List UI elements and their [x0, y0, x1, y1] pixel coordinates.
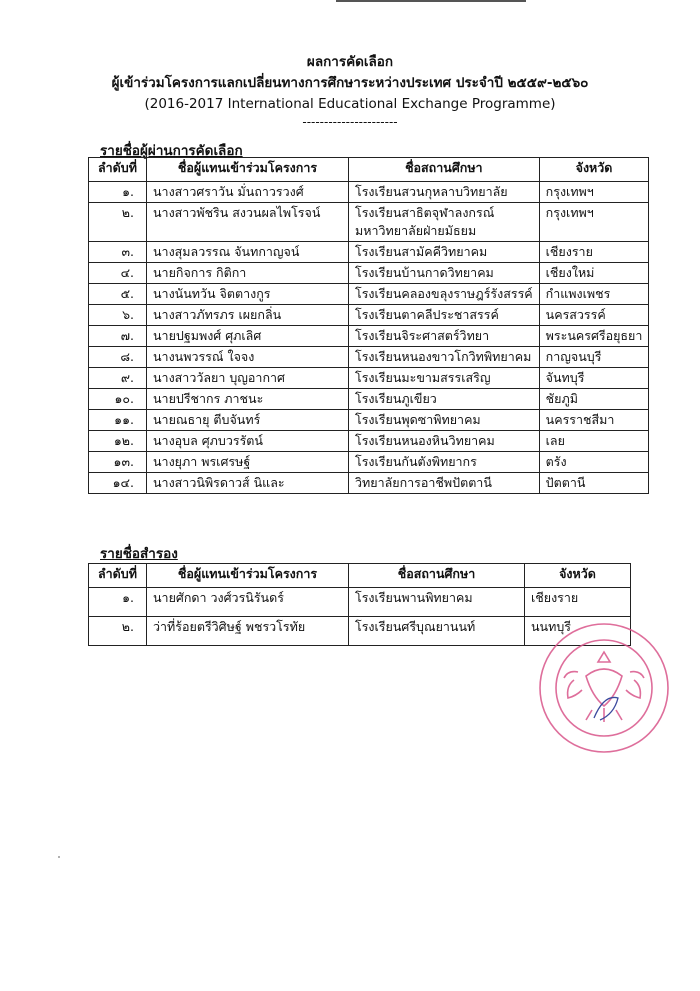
table-row [89, 326, 649, 347]
row-number: ๑. [89, 182, 147, 203]
participant-name: นางนพวรรณ์ ใจจง [147, 347, 349, 368]
row-number: ๑๒. [89, 431, 147, 452]
province: ชัยภูมิ [539, 389, 649, 410]
participant-name: นางสาวนิพิรดาวส์ นิและ [147, 473, 349, 494]
province: เชียงใหม่ [539, 263, 649, 284]
table-row [89, 410, 649, 431]
table-row [89, 588, 631, 617]
row-number: ๕. [89, 284, 147, 305]
school-name: โรงเรียนสวนกุหลาบวิทยาลัย [349, 182, 540, 203]
school-name: โรงเรียนพานพิทยาคม [349, 588, 525, 617]
row-number: ๒. [89, 617, 147, 646]
column-header-name: ชื่อผู้แทนเข้าร่วมโครงการ [147, 564, 349, 588]
province: กำแพงเพชร [539, 284, 649, 305]
province: นครสวรรค์ [539, 305, 649, 326]
table-row [89, 473, 649, 494]
school-name: โรงเรียนภูเขียว [349, 389, 540, 410]
school-name: โรงเรียนบ้านกาดวิทยาคม [349, 263, 540, 284]
province: เชียงราย [525, 588, 631, 617]
province: ตรัง [539, 452, 649, 473]
column-header-province: จังหวัด [525, 564, 631, 588]
column-header-name: ชื่อผู้แทนเข้าร่วมโครงการ [147, 158, 349, 182]
column-header-school: ชื่อสถานศึกษา [349, 158, 540, 182]
participant-name: นายณธายุ ตีบจันทร์ [147, 410, 349, 431]
row-number: ๑๓. [89, 452, 147, 473]
table-row [89, 431, 649, 452]
school-name: โรงเรียนคลองขลุงราษฎร์รังสรรค์ [349, 284, 540, 305]
participant-name: นางสาวพัชริน สงวนผลไพโรจน์ [147, 203, 349, 242]
participant-name: นางสุมลวรรณ จันทกาญจน์ [147, 242, 349, 263]
participant-name: นายศักดา วงศ์วรนิรันดร์ [147, 588, 349, 617]
row-number: ๒. [89, 203, 147, 242]
participant-name: นายปรีชากร ภาชนะ [147, 389, 349, 410]
school-name [349, 203, 540, 242]
province: ปัตตานี [539, 473, 649, 494]
top-rule [336, 0, 526, 2]
school-name: โรงเรียนกันตังพิทยากร [349, 452, 540, 473]
table-row [89, 203, 649, 242]
header-separator: ---------------------- [302, 115, 398, 129]
province: นครราชสีมา [539, 410, 649, 431]
reserve-heading: รายชื่อสำรอง [100, 546, 178, 562]
province: นนทบุรี [525, 617, 631, 646]
row-number: ๑. [89, 588, 147, 617]
table-row [89, 305, 649, 326]
selected-table [88, 157, 649, 494]
school-name: โรงเรียนมะขามสรรเสริญ [349, 368, 540, 389]
row-number: ๗. [89, 326, 147, 347]
school-name: วิทยาลัยการอาชีพปัตตานี [349, 473, 540, 494]
table-row [89, 182, 649, 203]
row-number: ๖. [89, 305, 147, 326]
school-name: โรงเรียนศรีบุณยานนท์ [349, 617, 525, 646]
table-row [89, 452, 649, 473]
province: เลย [539, 431, 649, 452]
page-speck [58, 856, 60, 858]
row-number: ๑๑. [89, 410, 147, 431]
column-header-school: ชื่อสถานศึกษา [349, 564, 525, 588]
row-number: ๙. [89, 368, 147, 389]
participant-name: ว่าที่ร้อยตรีวิศิษฐ์ พชรวโรทัย [147, 617, 349, 646]
school-name: โรงเรียนตาคลีประชาสรรค์ [349, 305, 540, 326]
table-row [89, 389, 649, 410]
province: จันทบุรี [539, 368, 649, 389]
participant-name: นางยุภา พรเศรษฐ์ [147, 452, 349, 473]
school-name: โรงเรียนหนองขาวโกวิทพิทยาคม [349, 347, 540, 368]
row-number: ๑๔. [89, 473, 147, 494]
row-number: ๔. [89, 263, 147, 284]
official-seal-stamp [534, 618, 674, 758]
province: กรุงเทพฯ [539, 182, 649, 203]
table-row [89, 242, 649, 263]
school-name: โรงเรียนพุดซาพิทยาคม [349, 410, 540, 431]
participant-name: นางสาวภัทรภร เผยกลิ่น [147, 305, 349, 326]
row-number: ๑๐. [89, 389, 147, 410]
document-header [0, 52, 700, 129]
column-header-province: จังหวัด [539, 158, 649, 182]
document-english-title: (2016-2017 International Educational Exchange Programme) [144, 96, 556, 112]
school-name-line-1: โรงเรียนสาธิตจุฬาลงกรณ์ [355, 205, 495, 220]
school-name: โรงเรียนสามัคคีวิทยาคม [349, 242, 540, 263]
province: พระนครศรีอยุธยา [539, 326, 649, 347]
row-number: ๘. [89, 347, 147, 368]
school-name: โรงเรียนจิระศาสตร์วิทยา [349, 326, 540, 347]
column-header-no: ลำดับที่ [89, 158, 147, 182]
column-header-no: ลำดับที่ [89, 564, 147, 588]
table-row [89, 263, 649, 284]
participant-name: นางอุบล ศุภบวรรัตน์ [147, 431, 349, 452]
table-row [89, 284, 649, 305]
table-header-row [89, 564, 631, 588]
row-number: ๓. [89, 242, 147, 263]
school-name: โรงเรียนหนองหินวิทยาคม [349, 431, 540, 452]
participant-name: นางนันทวัน จิตตางกูร [147, 284, 349, 305]
school-name-line-2: มหาวิทยาลัยฝ่ายมัธยม [355, 223, 477, 238]
province: กรุงเทพฯ [539, 203, 649, 242]
participant-name: นางสาวศราวัน มั่นถาวรวงศ์ [147, 182, 349, 203]
participant-name: นายกิจการ กิติกา [147, 263, 349, 284]
participant-name: นางสาววัลยา บุญอากาศ [147, 368, 349, 389]
province: เชียงราย [539, 242, 649, 263]
province: กาญจนบุรี [539, 347, 649, 368]
table-row [89, 347, 649, 368]
table-header-row [89, 158, 649, 182]
document-title: ผลการคัดเลือก [306, 54, 394, 70]
table-row [89, 368, 649, 389]
document-subtitle: ผู้เข้าร่วมโครงการแลกเปลี่ยนทางการศึกษาระหว่างประเทศ ประจำปี ๒๕๕๙-๒๕๖๐ [111, 75, 589, 91]
participant-name: นายปฐมพงศ์ ศุภเลิศ [147, 326, 349, 347]
selected-heading: รายชื่อผู้ผ่านการคัดเลือก [100, 143, 243, 159]
